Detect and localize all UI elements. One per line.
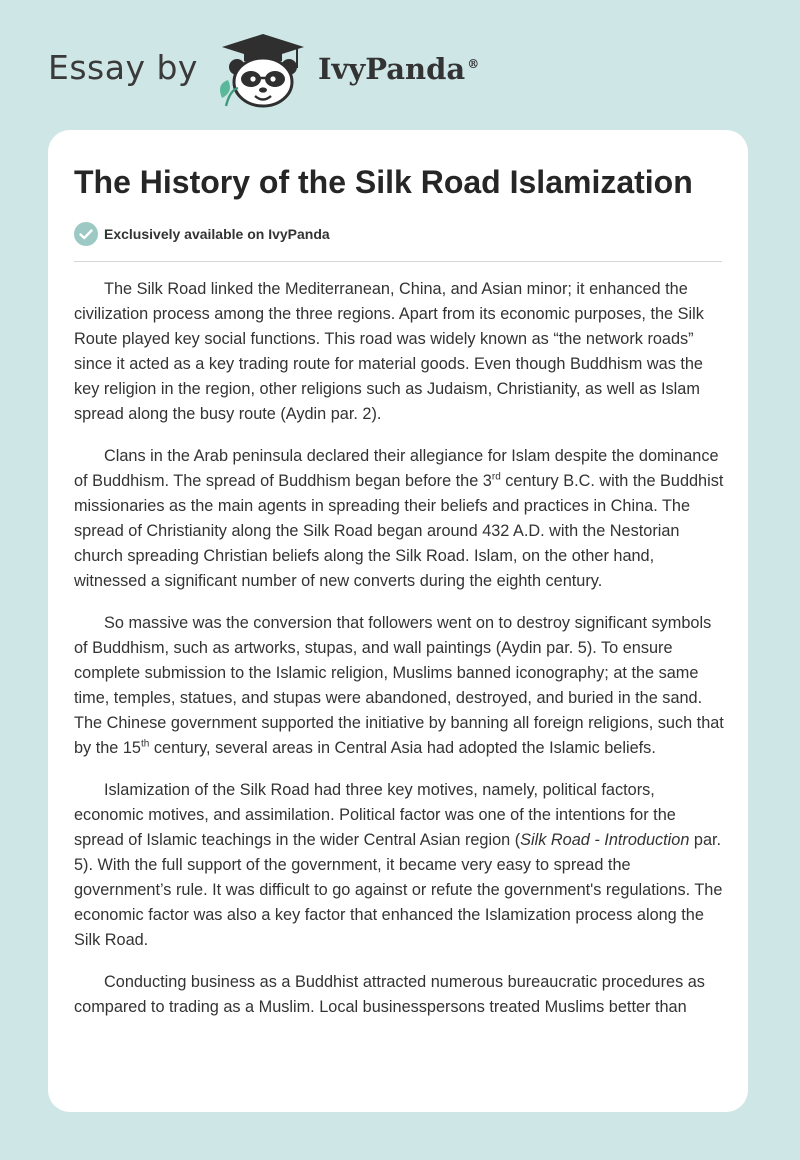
paragraph-2-part-b: century B.C. with the Buddhist missionaries as the main agents in spreading their beliefs and practices in China. The spread of Christianity along the Silk Road began around 432 A.D. with the Nestorian church spreading Christian beliefs along the Silk Road. Islam, on the other hand, witnessed a significant number of new converts during the eighth century. bbox=[74, 472, 724, 590]
ordinal-suffix: rd bbox=[491, 471, 501, 483]
paragraph-3 bbox=[74, 611, 726, 761]
paragraph-4 bbox=[74, 778, 726, 953]
paragraph-5: Conducting business as a Buddhist attracted numerous bureaucratic procedures as compared to trading as a Muslim. Local businesspersons treated Muslims better than bbox=[74, 973, 705, 1016]
title-divider bbox=[74, 261, 722, 262]
brand-prefix: Essay by bbox=[48, 47, 198, 87]
paragraph-1: The Silk Road linked the Mediterranean, China, and Asian minor; it enhanced the civilization process among the three regions. Apart from its economic purposes, the Silk Route played key social functions. This road was widely known as “the network roads” since it acted as a key trading route for material goods. Even though Buddhism was the key religion in the region, other religions such as Judaism, Christianity, as well as Islam spread along the busy route (Aydin par. 2). bbox=[74, 280, 704, 423]
registered-mark: ® bbox=[467, 57, 480, 72]
paragraph-3-part-b: century, several areas in Central Asia had adopted the Islamic beliefs. bbox=[149, 739, 656, 757]
graduate-panda-logo-icon bbox=[214, 30, 312, 110]
paragraph-2-part-a: Clans in the Arab peninsula declared their allegiance for Islam despite the dominance of Buddhism. The spread of Buddhism began before the 3 bbox=[74, 447, 719, 490]
essay-title: The History of the Silk Road Islamization bbox=[74, 164, 693, 200]
paragraph-4-part-b: par. 5). With the full support of the government, it became very easy to spread the government’s rule. It was difficult to go against or refute the government's regulations. The economic factor was also a key factor that enhanced the Islamization process along the Silk Road. bbox=[74, 831, 723, 949]
paragraph-2 bbox=[74, 444, 726, 594]
ordinal-suffix: th bbox=[141, 738, 150, 750]
check-circle-icon bbox=[74, 222, 98, 246]
essay-body bbox=[74, 277, 726, 1037]
cited-title: Silk Road - Introduction bbox=[520, 831, 690, 849]
essay-card bbox=[48, 130, 748, 1112]
paragraph-4-part-a: Islamization of the Silk Road had three key motives, namely, political factors, economic motives, and assimilation. Political factor was one of the intentions for the spread of Islamic teachings in the wider Central Asian region ( bbox=[74, 781, 676, 849]
exclusive-badge bbox=[74, 222, 330, 246]
brand-name: IvyPanda ® bbox=[317, 52, 480, 86]
exclusive-badge-label: Exclusively available on IvyPanda bbox=[104, 226, 330, 242]
paragraph-3-part-a: So massive was the conversion that followers went on to destroy significant symbols of Buddhism, such as artworks, stupas, and wall paintings (Aydin par. 5). To ensure complete submission to the Islamic religion, Muslims banned iconography; at the same time, temples, statues, and stupas were abandoned, destroyed, and buried in the sand. The Chinese government supported the initiative by banning all foreign religions, such that by the 15 bbox=[74, 614, 724, 757]
brand-header bbox=[48, 30, 479, 110]
